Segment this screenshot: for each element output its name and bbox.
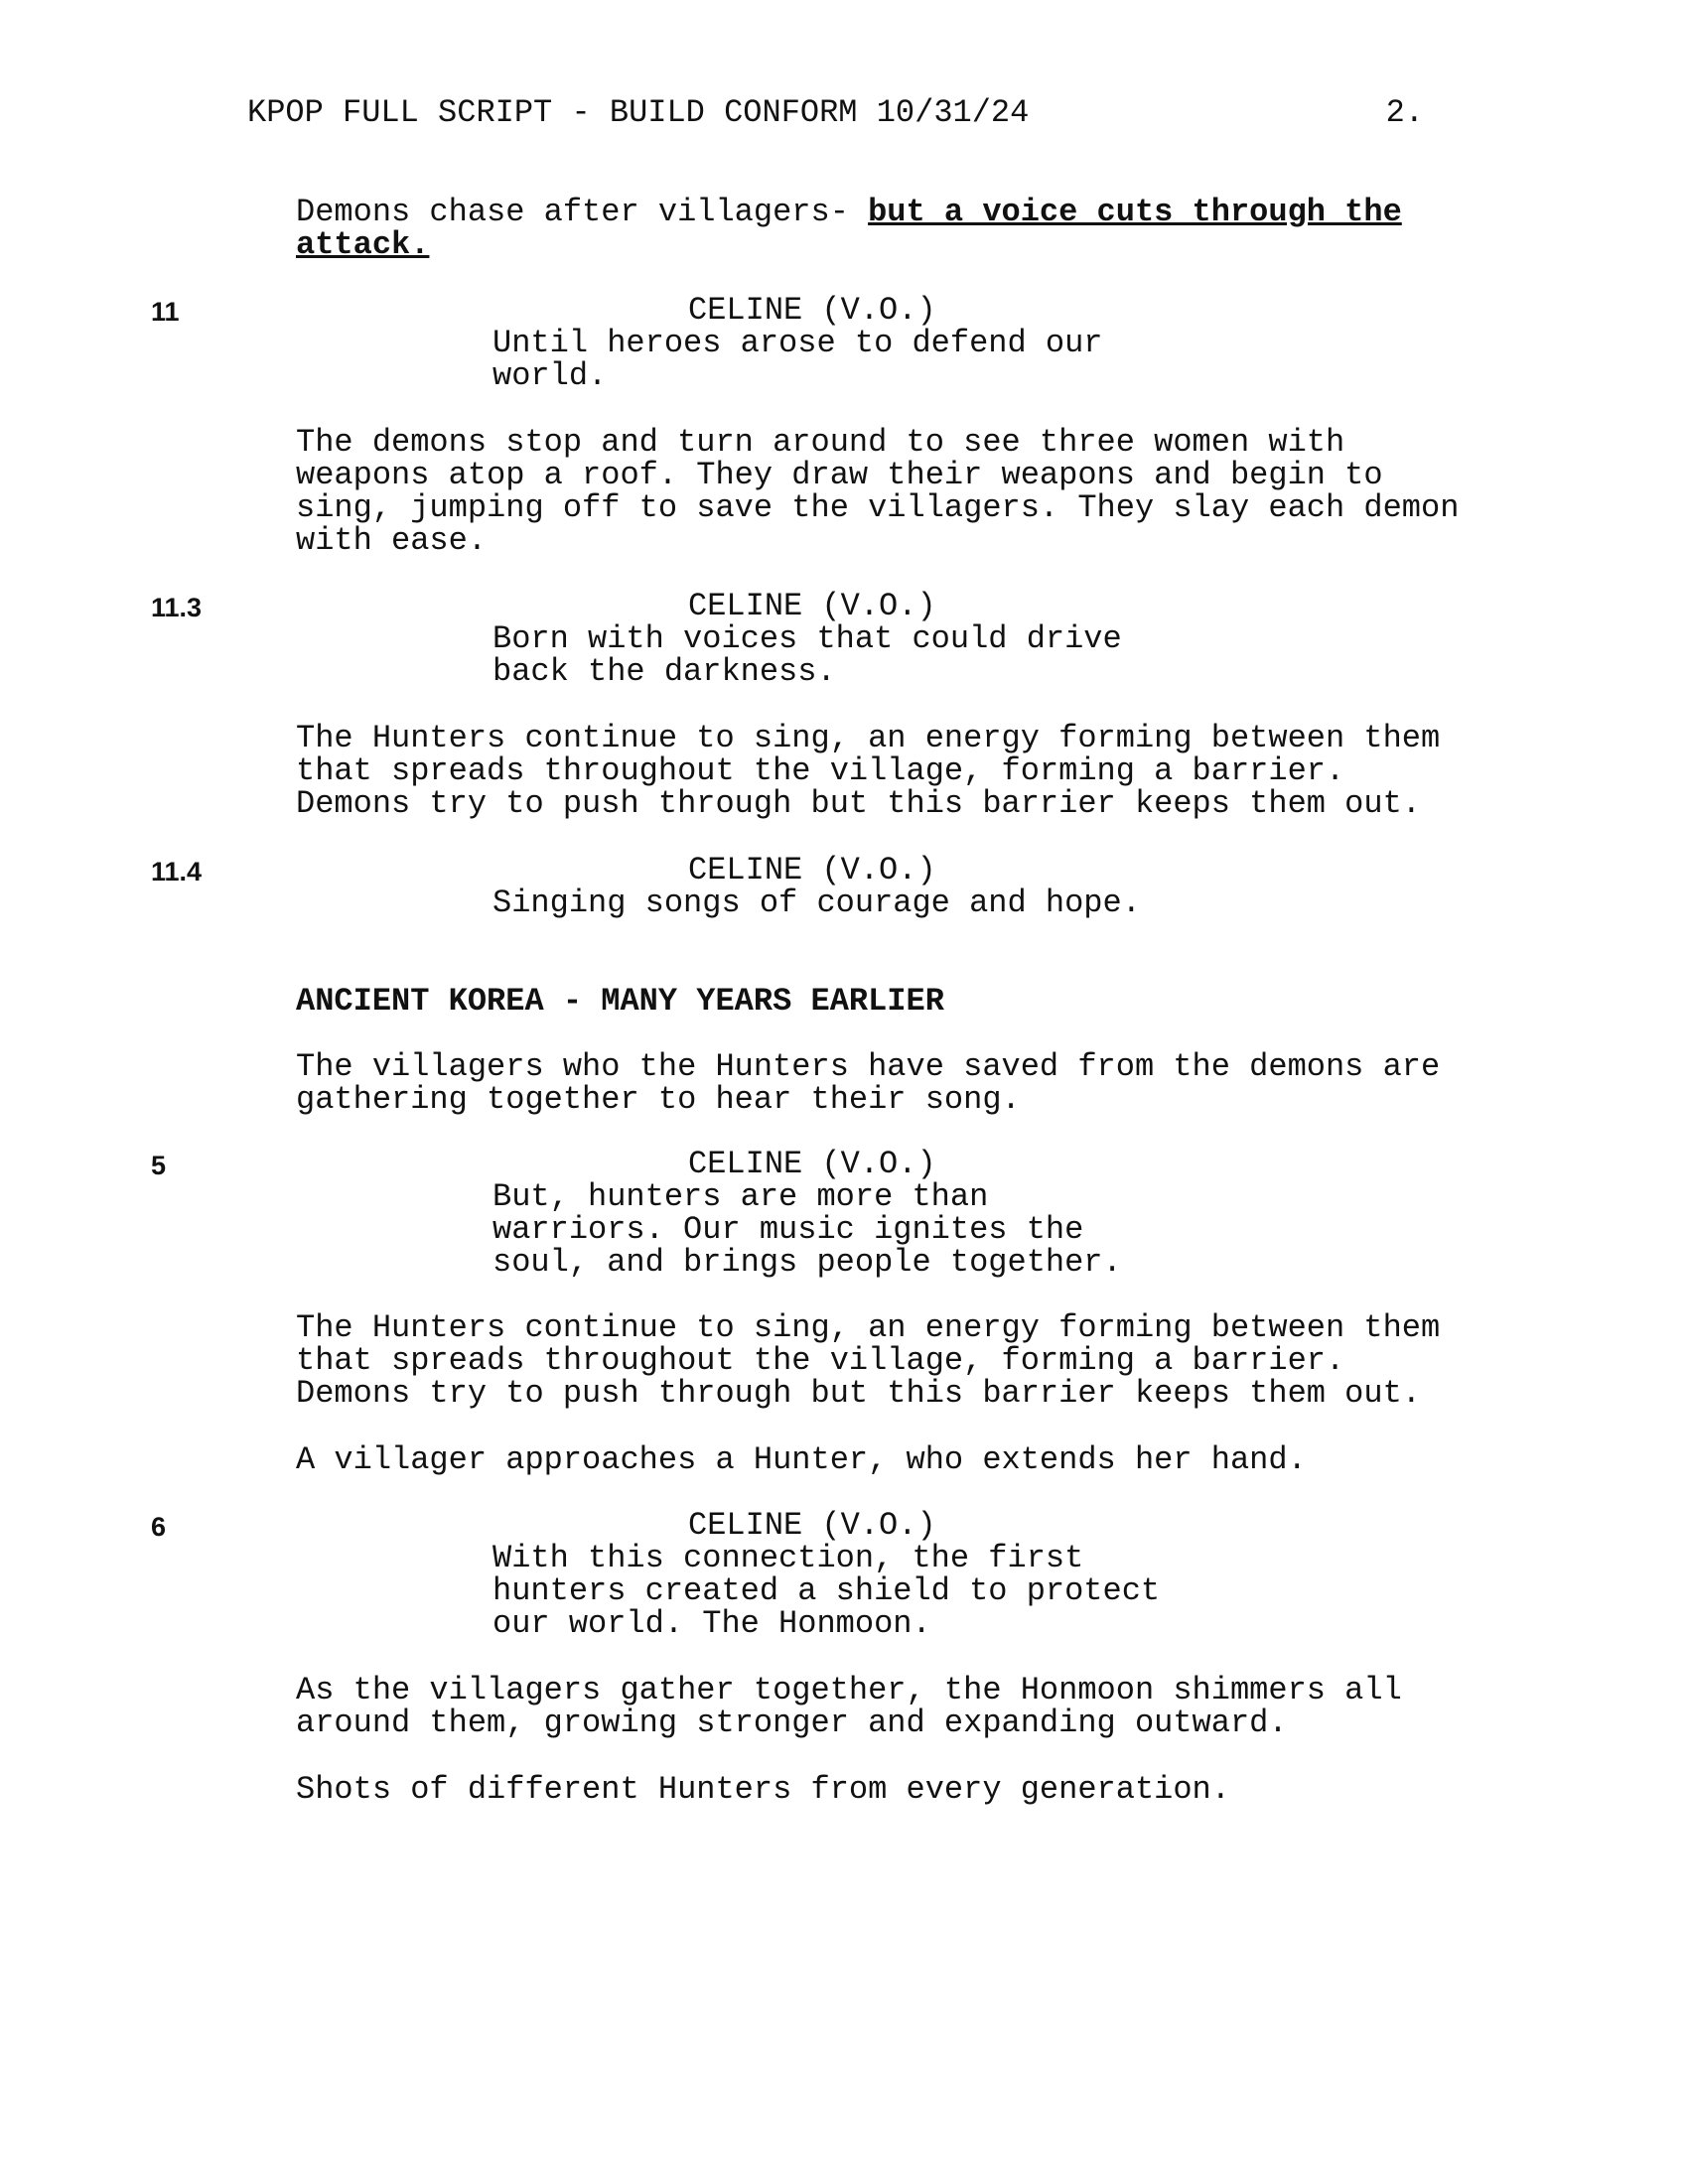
character-cue: CELINE (V.O.) xyxy=(688,292,936,329)
dialogue-line: hunters created a shield to protect xyxy=(492,1572,1161,1609)
scene-heading: ANCIENT KOREA - MANY YEARS EARLIER xyxy=(296,983,944,1020)
action-line: Demons try to push through but this barrier keeps them out. xyxy=(296,1375,1421,1412)
dialogue-line: our world. The Honmoon. xyxy=(492,1605,931,1642)
action-line: that spreads throughout the village, forming a barrier. xyxy=(296,752,1345,789)
scene-number: 11 xyxy=(151,297,180,327)
action-line: A villager approaches a Hunter, who extends her hand. xyxy=(296,1441,1307,1478)
dialogue-line: But, hunters are more than xyxy=(492,1178,989,1215)
scene-number: 5 xyxy=(151,1151,167,1180)
action-emphasis: attack. xyxy=(296,226,430,263)
action-line: sing, jumping off to save the villagers. They slay each demon xyxy=(296,489,1460,526)
dialogue-line: warriors. Our music ignites the xyxy=(492,1211,1084,1248)
dialogue-line: world. xyxy=(492,357,608,394)
dialogue-line: Singing songs of courage and hope. xyxy=(492,885,1141,921)
action-line: As the villagers gather together, the Honmoon shimmers all xyxy=(296,1672,1402,1708)
action-line xyxy=(296,196,1547,228)
scene-number: 6 xyxy=(151,1512,167,1542)
dialogue-line: Until heroes arose to defend our xyxy=(492,325,1103,361)
action-line: The demons stop and turn around to see three women with xyxy=(296,424,1345,461)
action-line: with ease. xyxy=(296,522,488,559)
action-line: around them, growing stronger and expanding outward. xyxy=(296,1705,1288,1741)
dialogue-line: soul, and brings people together. xyxy=(492,1244,1122,1281)
dialogue-line: Born with voices that could drive xyxy=(492,620,1122,657)
action-line: Shots of different Hunters from every generation. xyxy=(296,1771,1230,1808)
action-line: The villagers who the Hunters have saved from the demons are xyxy=(296,1048,1441,1085)
action-line: that spreads throughout the village, forming a barrier. xyxy=(296,1342,1345,1379)
action-line: gathering together to hear their song. xyxy=(296,1081,1021,1118)
scene-number: 11.4 xyxy=(151,857,203,887)
action-line: Demons try to push through but this barrier keeps them out. xyxy=(296,785,1421,822)
action-line xyxy=(296,228,1547,261)
dialogue-line: With this connection, the first xyxy=(492,1540,1084,1576)
page-number: 2. xyxy=(1385,94,1424,131)
character-cue: CELINE (V.O.) xyxy=(688,588,936,624)
action-line: The Hunters continue to sing, an energy forming between them xyxy=(296,1309,1441,1346)
character-cue: CELINE (V.O.) xyxy=(688,1507,936,1544)
action-line: The Hunters continue to sing, an energy forming between them xyxy=(296,720,1441,756)
action-line: weapons atop a roof. They draw their weapons and begin to xyxy=(296,457,1383,493)
page-header-title: KPOP FULL SCRIPT - BUILD CONFORM 10/31/24 xyxy=(247,94,1030,131)
scene-number: 11.3 xyxy=(151,593,203,622)
character-cue: CELINE (V.O.) xyxy=(688,852,936,888)
action-text: Demons chase after villagers- xyxy=(296,194,869,230)
action-emphasis: but a voice cuts through the xyxy=(868,194,1402,230)
dialogue-line: back the darkness. xyxy=(492,653,836,690)
character-cue: CELINE (V.O.) xyxy=(688,1146,936,1182)
